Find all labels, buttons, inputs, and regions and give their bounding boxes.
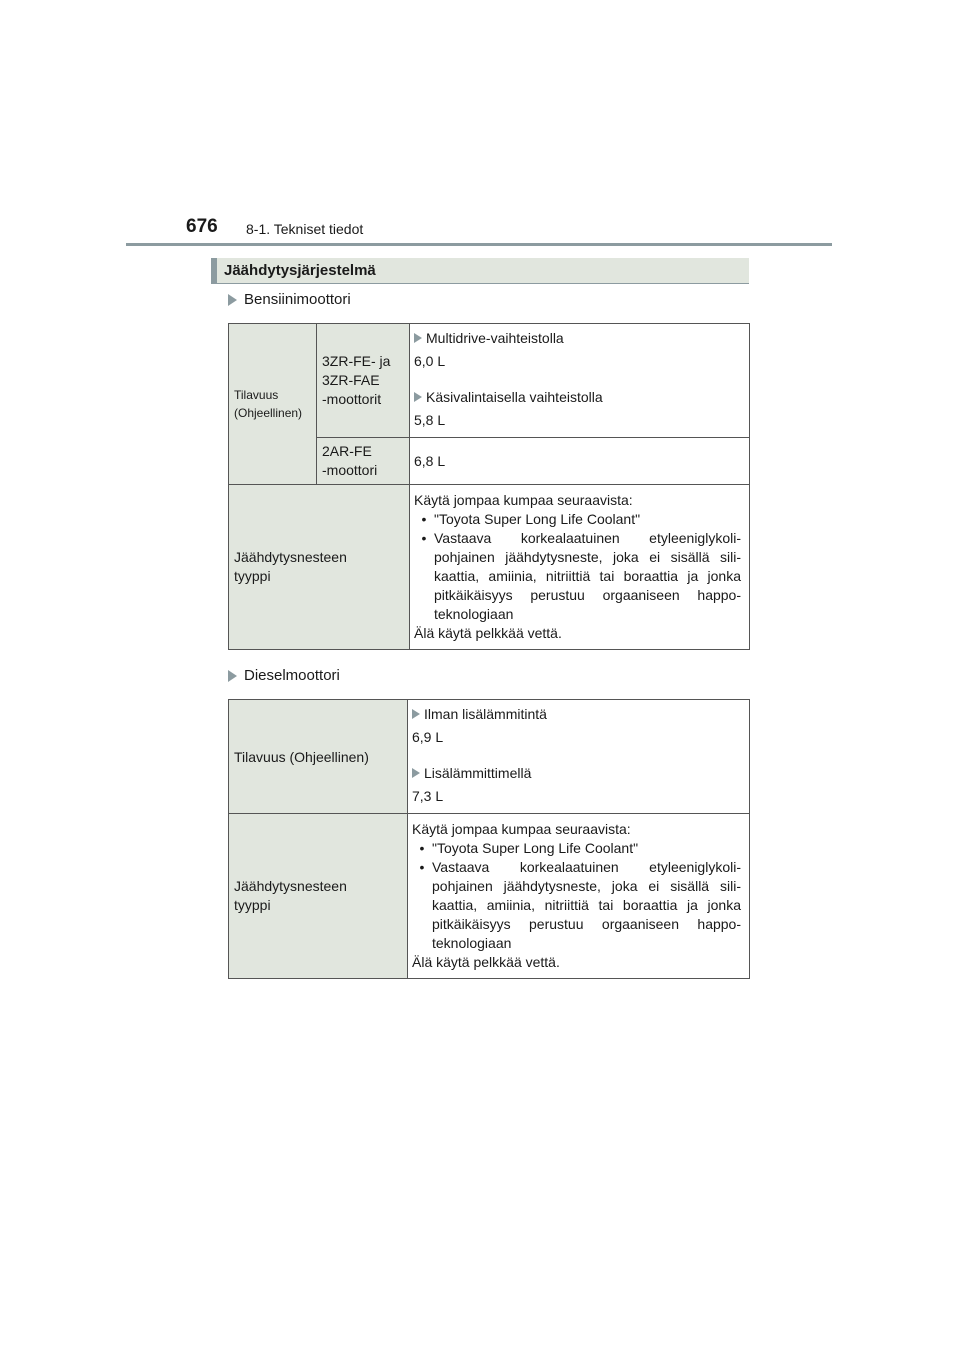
coolant-warning: Älä käytä pelkkää vettä. [412, 954, 560, 970]
capacity-label-cell [229, 700, 408, 814]
coolant-type-label: Jäähdytysnesteen [234, 878, 347, 894]
coolant-type-label: tyyppi [234, 897, 271, 913]
coolant-type-label: tyyppi [234, 568, 271, 584]
coolant-intro: Käytä jompaa kumpaa seuraavista: [412, 821, 631, 837]
engine1-cell [317, 324, 410, 438]
capacity-label: Tilavuus [234, 388, 279, 402]
triangle-bullet-icon [412, 768, 420, 778]
coolant-bullet-text: "Toyota Super Long Life Coolant" [432, 840, 639, 856]
capacity-label: Tilavuus (Ohjeellinen) [234, 748, 369, 765]
capacity-value: 6,8 L [414, 453, 446, 469]
diesel-capacity-cell [408, 700, 750, 814]
capacity-label-note: (Ohjeellinen) [234, 406, 303, 420]
option-with-heater [412, 765, 741, 781]
triangle-bullet-icon [412, 709, 420, 719]
coolant-bullet-text: "Toyota Super Long Life Coolant" [434, 511, 641, 527]
diesel-heading-text: Dieselmoottori [244, 667, 340, 684]
engine1-capacity-cell [410, 324, 750, 438]
diesel-heading [228, 667, 340, 684]
petrol-heading [228, 291, 351, 308]
engine2-name: -moottori [322, 462, 378, 478]
coolant-type-label: Jäähdytysnesteen [234, 549, 347, 565]
capacity-label-cell [229, 324, 317, 485]
capacity-value: 6,9 L [412, 729, 444, 745]
coolant-bullet: • Vastaava korkealaatuinen etyleeniglykoli-pohjainen jäähdytysneste, joka ei sisällä sili-kaattia, amiinia, nitriittiä tai boraattia ja jonka pitkäikäisyys perustuu orgaaniseen happo-teknologiaan [421, 530, 741, 622]
diesel-table [228, 699, 750, 979]
option-no-heater [412, 706, 741, 722]
coolant-intro: Käytä jompaa kumpaa seuraavista: [414, 492, 633, 508]
running-head: 8-1. Tekniset tiedot [246, 221, 364, 237]
engine2-capacity-cell [410, 438, 750, 485]
section-title-bar [211, 258, 749, 284]
triangle-bullet-icon [228, 294, 237, 306]
triangle-bullet-icon [228, 670, 237, 682]
triangle-bullet-icon [414, 392, 422, 402]
coolant-bullet: • "Toyota Super Long Life Coolant" [419, 840, 639, 856]
engine2-name: 2AR-FE [322, 443, 372, 459]
engine1-name: 3ZR-FAE [322, 372, 380, 388]
option-label: Multidrive-vaihteistolla [426, 330, 564, 346]
coolant-type-label-cell [229, 485, 410, 650]
page-number: 676 [186, 216, 218, 237]
coolant-bullet: • Vastaava korkealaatuinen etyleeniglykoli-pohjainen jäähdytysneste, joka ei sisällä sili-kaattia, amiinia, nitriittiä tai boraattia ja jonka pitkäikäisyys perustuu orgaaniseen happo-teknologiaan [419, 859, 741, 951]
coolant-type-label-cell [229, 814, 408, 979]
coolant-bullet-text: Vastaava korkealaatuinen etyleeniglykoli-pohjainen jäähdytysneste, joka ei sisällä sili-kaattia, amiinia, nitriittiä tai boraattia ja jonka pitkäikäisyys perustuu orgaaniseen happo-teknologiaan [434, 530, 741, 622]
coolant-bullet: • "Toyota Super Long Life Coolant" [421, 511, 641, 527]
capacity-value: 6,0 L [414, 353, 446, 369]
option-label: Lisälämmittimellä [424, 765, 532, 781]
engine1-name: 3ZR-FE- ja [322, 353, 391, 369]
capacity-value: 5,8 L [414, 412, 446, 428]
triangle-bullet-icon [414, 333, 422, 343]
option-label: Käsivalintaisella vaihteistolla [426, 389, 603, 405]
coolant-warning: Älä käytä pelkkää vettä. [414, 625, 562, 641]
coolant-bullet-text: Vastaava korkealaatuinen etyleeniglykoli-pohjainen jäähdytysneste, joka ei sisällä sili-kaattia, amiinia, nitriittiä tai boraattia ja jonka pitkäikäisyys perustuu orgaaniseen happo-teknologiaan [432, 859, 741, 951]
coolant-type-cell [410, 485, 750, 650]
option-manual [414, 389, 741, 405]
engine2-cell [317, 438, 410, 485]
capacity-value: 7,3 L [412, 788, 444, 804]
engine1-name: -moottorit [322, 391, 382, 407]
section-accent [211, 258, 217, 283]
section-title: Jäähdytysjärjestelmä [224, 262, 376, 279]
header-rule [126, 243, 832, 246]
petrol-table [228, 323, 750, 650]
petrol-heading-text: Bensiinimoottori [244, 291, 351, 308]
coolant-type-cell [408, 814, 750, 979]
option-label: Ilman lisälämmitintä [424, 706, 547, 722]
option-multidrive [414, 330, 741, 346]
